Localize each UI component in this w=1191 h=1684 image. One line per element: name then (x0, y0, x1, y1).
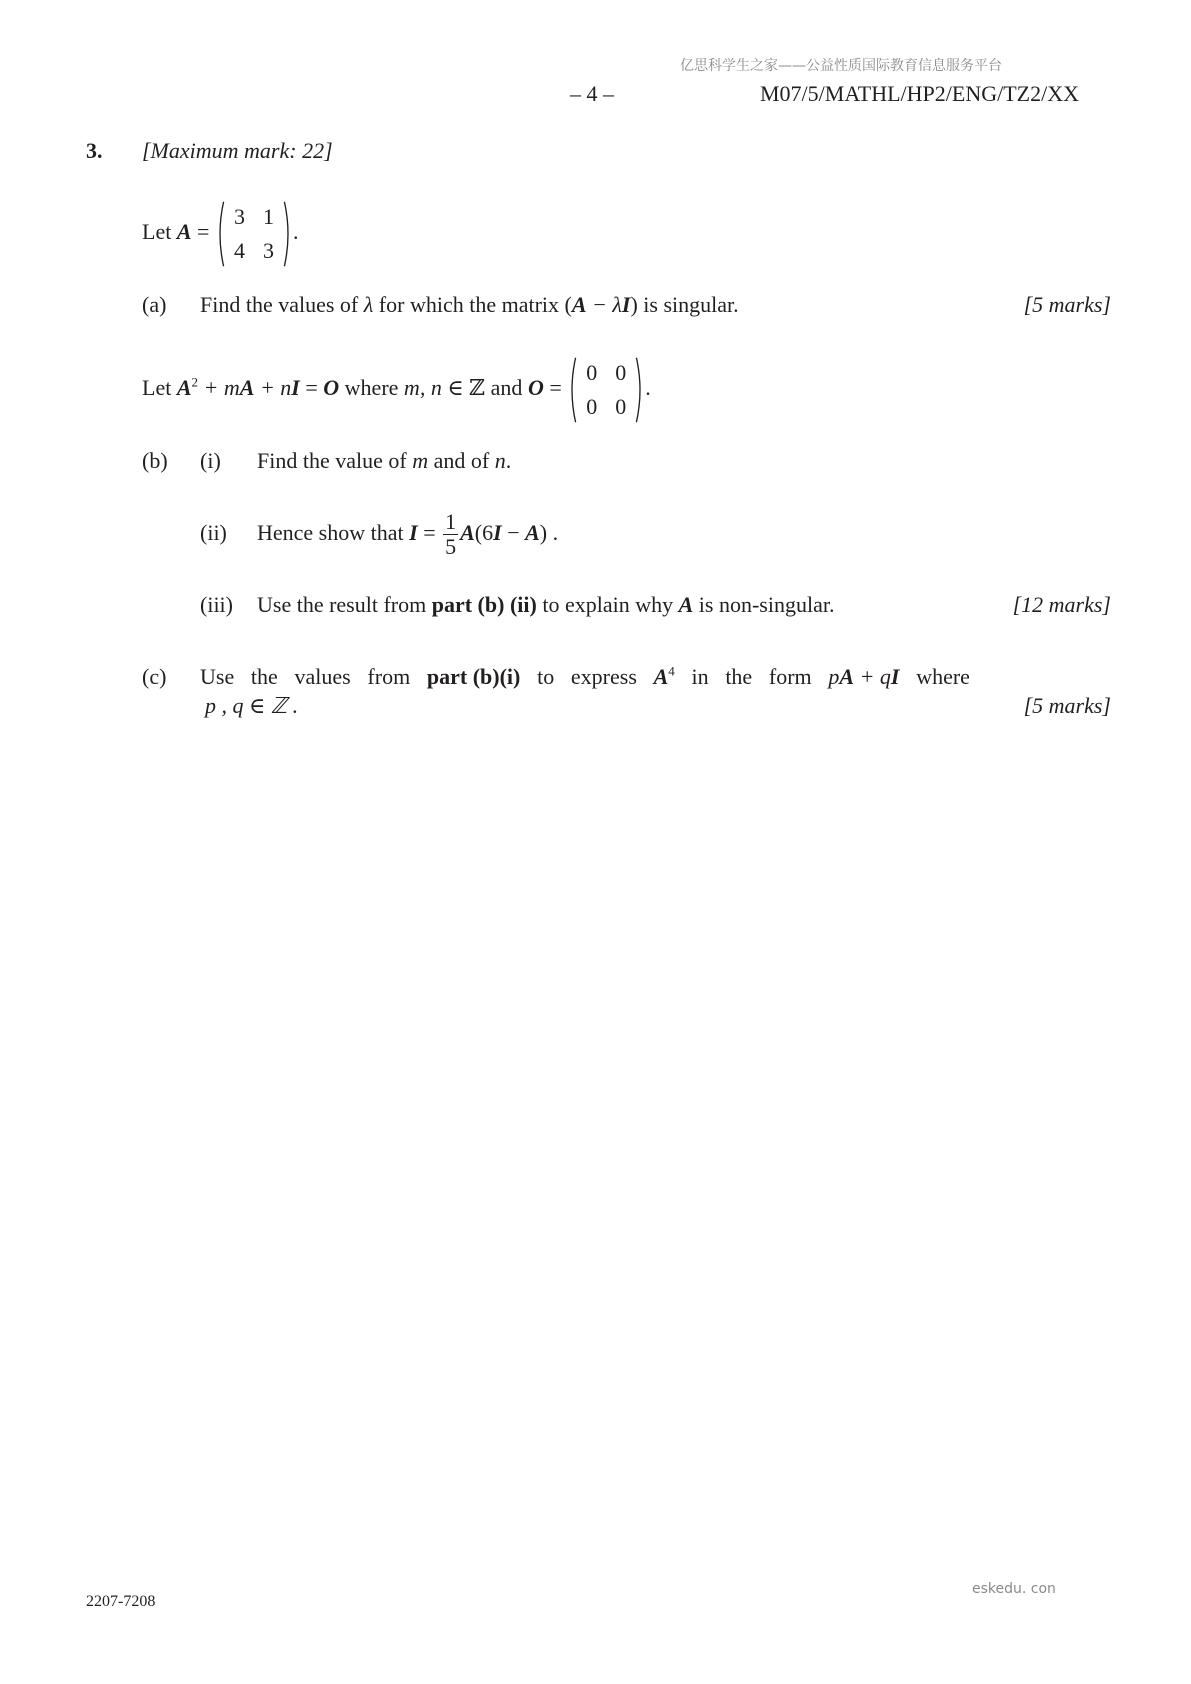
part-a-text (200, 292, 739, 318)
denominator: 5 (445, 534, 457, 560)
matrix-A (215, 200, 293, 268)
word: to (537, 664, 555, 689)
matrix-A: A (460, 520, 475, 545)
text: ) . (539, 520, 559, 545)
equals: = (543, 375, 562, 400)
page-number: – 4 – (570, 81, 614, 106)
text: Find the value of (257, 448, 413, 473)
word: express (570, 664, 637, 689)
text: where (339, 375, 404, 400)
matrix-O-cell: 0 (586, 359, 598, 385)
matrix-A-cell: 4 (233, 237, 245, 263)
integers-set: ∈ ℤ (441, 375, 486, 400)
word: form (768, 664, 812, 689)
exponent: 2 (191, 374, 199, 390)
paper-code: M07/5/MATHL/HP2/ENG/TZ2/XX (760, 81, 1079, 106)
left-paren (567, 356, 577, 424)
equals: = (417, 520, 436, 545)
part-b-i-text (257, 448, 511, 474)
text: to explain why (536, 592, 679, 617)
word: the (250, 664, 278, 689)
matrix-A: A (239, 375, 255, 400)
equation-definition (142, 348, 651, 428)
zero-matrix-O: O (323, 375, 340, 400)
lambda-symbol: λ (363, 292, 374, 317)
footer-watermark: eskedu. con (972, 1581, 1056, 1597)
question-number: 3. (86, 138, 103, 163)
text: + m (198, 375, 240, 400)
period: . (505, 448, 512, 473)
footer-code: 2207-7208 (86, 1593, 156, 1610)
equals: = (299, 375, 324, 400)
text: is non-singular. (693, 592, 835, 617)
part-b-ii-text (257, 500, 558, 566)
part-c-line1 (200, 664, 970, 690)
matrix-A: A (653, 664, 669, 689)
part-b-marks: [12 marks] (1012, 592, 1111, 617)
word: from (367, 664, 411, 689)
header-watermark: 亿思科学生之家——公益性质国际教育信息服务平台 (680, 58, 1002, 74)
part-b-i-label: (i) (200, 448, 221, 473)
variable-n: , n (419, 375, 442, 400)
variable-p: p (828, 664, 840, 689)
matrix-A: A (176, 375, 192, 400)
period: . (645, 375, 651, 400)
matrix-A: A (571, 292, 587, 317)
part-b-iii-label: (iii) (200, 592, 233, 617)
part-b-ii-label: (ii) (200, 520, 227, 545)
text: Hence show that (257, 520, 410, 545)
let-word: Let (142, 375, 172, 400)
text: + n (254, 375, 292, 400)
matrix-A: A (525, 520, 540, 545)
text: ) is singular. (630, 292, 739, 317)
part-a-marks: [5 marks] (1023, 292, 1111, 317)
matrix-A-definition (142, 192, 298, 272)
identity-I: I (890, 664, 900, 689)
identity-I: I (493, 520, 502, 545)
zero-matrix-O: O (527, 375, 544, 400)
variable-m: m (412, 448, 429, 473)
bold-reference: part (b) (ii) (431, 592, 537, 617)
identity-I: I (621, 292, 631, 317)
word: values (294, 664, 351, 689)
matrix-O-cell: 0 (586, 393, 598, 419)
fraction-one-fifth (443, 510, 458, 559)
matrix-O (567, 356, 645, 424)
right-paren (283, 200, 293, 268)
equals: = (191, 219, 210, 244)
part-c-marks: [5 marks] (1023, 693, 1111, 718)
left-paren (215, 200, 225, 268)
text: (6 (474, 520, 494, 545)
matrix-A: A (839, 664, 855, 689)
text: and (485, 375, 528, 400)
text: Use the result from (257, 592, 432, 617)
period: . (292, 219, 299, 244)
bold-reference: part (b)(i) (426, 664, 521, 689)
part-b-label: (b) (142, 448, 168, 473)
variable-q: + q (854, 664, 891, 689)
matrix-symbol-A: A (176, 219, 192, 244)
part-c-label: (c) (142, 664, 167, 689)
right-paren (635, 356, 645, 424)
word: Use (200, 664, 235, 689)
matrix-A-cell: 3 (233, 203, 245, 229)
matrix-A-cell: 3 (262, 237, 274, 263)
word: in (691, 664, 709, 689)
variable-n: n (494, 448, 506, 473)
exponent: 4 (668, 663, 675, 679)
matrix-A: A (678, 592, 694, 617)
numerator: 1 (445, 509, 457, 535)
word: where (916, 664, 970, 689)
part-c-line2: p , q ∈ ℤ . (205, 693, 299, 718)
identity-I: I (409, 520, 418, 545)
matrix-O-cell: 0 (615, 393, 627, 419)
let-word: Let (142, 219, 172, 244)
identity-I: I (291, 375, 300, 400)
word: the (725, 664, 753, 689)
matrix-O-cell: 0 (615, 359, 627, 385)
text: Find the values of (200, 292, 364, 317)
text: for which the matrix ( (373, 292, 572, 317)
variable-m: m (403, 375, 420, 400)
text: − (501, 520, 526, 545)
max-mark: [Maximum mark: 22] (142, 138, 333, 163)
part-a-label: (a) (142, 292, 167, 317)
part-b-iii-text (257, 592, 834, 618)
matrix-A-cell: 1 (262, 203, 274, 229)
text: − λ (586, 292, 622, 317)
text: and of (428, 448, 495, 473)
